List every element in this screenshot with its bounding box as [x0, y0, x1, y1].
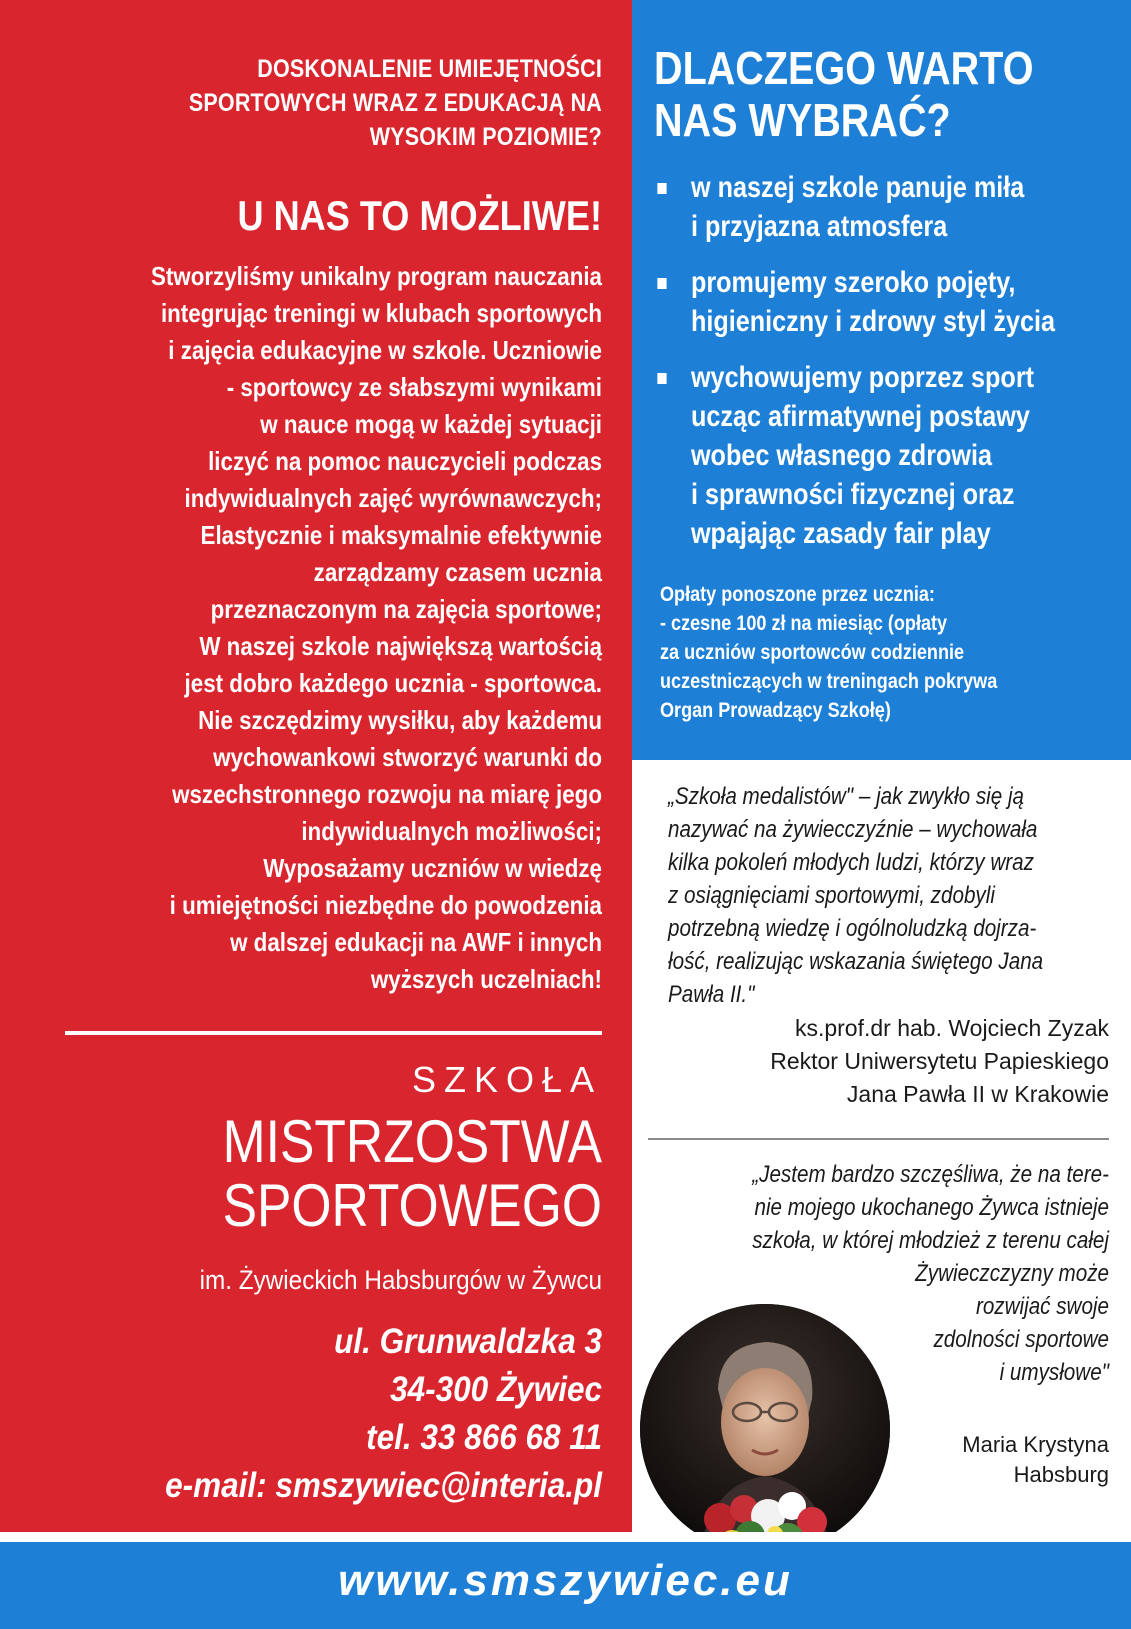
signature-line: Jana Pawła II w Krakowie [846, 1081, 1109, 1107]
bullet-line: promujemy szeroko pojęty, [690, 266, 1016, 299]
kicker-line: SPORTOWYCH WRAZ Z EDUKACJĄ NA [188, 89, 602, 117]
quote-line: „Szkoła medalistów" – jak zwykło się ją [668, 783, 1025, 810]
school-name [119, 1110, 602, 1238]
quote-line: potrzebną wiedzę i ogólnoludzką dojrza- [668, 915, 1037, 942]
footer-gap [0, 1532, 1131, 1542]
quote-line: zdolności sportowe [933, 1326, 1109, 1353]
blue-panel [632, 0, 1131, 760]
footer-bar [0, 1542, 1131, 1629]
fees-note [660, 580, 1090, 725]
body-line: indywidualnych zajęć wyrównawczych; [184, 483, 602, 513]
kicker [119, 52, 602, 154]
body-line: w nauce mogą w każdej sytuacji [260, 409, 602, 439]
kicker-line: WYSOKIM POZIOMIE? [369, 123, 602, 151]
email: e-mail: smszywiec@interia.pl [165, 1466, 602, 1505]
bullet-list [654, 168, 1124, 570]
signature-line: ks.prof.dr hab. Wojciech Zyzak [794, 1015, 1109, 1041]
body-line: - sportowcy ze słabszymi wynikami [226, 372, 602, 402]
address-street: ul. Grunwaldzka 3 [334, 1322, 602, 1361]
body-line: Elastycznie i maksymalnie efektywnie [200, 520, 602, 550]
body-line: integrując treningi w klubach sportowych [160, 298, 602, 328]
body-line: zarządzamy czasem ucznia [313, 557, 602, 587]
signature-habsburg [962, 1430, 1109, 1490]
bullet-item [654, 263, 1124, 341]
address-city: 34-300 Żywiec [390, 1370, 602, 1409]
quote-divider [648, 1138, 1109, 1140]
bullet-line: i przyjazna atmosfera [690, 210, 948, 243]
fees-line: za uczniów sportowców codziennie [660, 641, 965, 664]
website-url[interactable]: www.smszywiec.eu [338, 1556, 793, 1605]
bullet-line: wobec własnego zdrowia [690, 439, 993, 472]
signature-line: Rektor Uniwersytetu Papieskiego [770, 1048, 1109, 1074]
quote-line: kilka pokoleń młodych ludzi, którzy wraz [668, 849, 1034, 876]
quote-line: szkoła, w której młodzież z terenu całej [752, 1227, 1109, 1254]
patron: im. Żywieckich Habsburgów w Żywcu [199, 1265, 602, 1295]
bullet-item [654, 358, 1124, 553]
body-line: wszechstronnego rozwoju na miarę jego [172, 779, 602, 809]
bullet-line: i sprawności fizycznej oraz [690, 478, 1015, 511]
body-line: i umiejętności niezbędne do powodzenia [169, 890, 602, 920]
quote-line: rozwijać swoje [975, 1293, 1109, 1320]
bullet-square-icon [657, 278, 666, 289]
body-line: w dalszej edukacji na AWF i innych [230, 927, 602, 957]
bullet-line: higieniczny i zdrowy styl życia [690, 305, 1056, 338]
phone: tel. 33 866 68 11 [366, 1418, 602, 1457]
contact-block [96, 1318, 602, 1510]
fees-line: Opłaty ponoszone przez ucznia: [660, 583, 935, 606]
quote-line: łość, realizując wskazania świętego Jana [668, 948, 1044, 975]
body-line: Stworzyliśmy unikalny program nauczania [150, 261, 602, 291]
fees-line: - czesne 100 zł na miesiąc (opłaty [660, 612, 948, 635]
portrait-photo [640, 1304, 890, 1554]
fees-line: uczestniczących w treningach pokrywa [660, 670, 998, 693]
body-line: wyższych uczelniach! [370, 964, 602, 994]
fees-line: Organ Prowadzący Szkołę) [660, 699, 891, 722]
signature-rector [770, 1012, 1109, 1111]
bullet-square-icon [657, 183, 666, 194]
signature-line: Habsburg [1013, 1462, 1109, 1487]
quote-line: i umysłowe" [999, 1359, 1109, 1386]
school-name-line: SPORTOWEGO [222, 1172, 602, 1239]
quote-rector [668, 780, 1108, 1011]
body-line: indywidualnych możliwości; [301, 816, 602, 846]
portrait-illustration [640, 1304, 890, 1554]
intro-body [52, 258, 602, 998]
why-heading [654, 42, 1033, 146]
bullet-line: w naszej szkole panuje miła [690, 171, 1025, 204]
bullet-line: ucząc afirmatywnej postawy [690, 400, 1030, 433]
body-line: W naszej szkole największą wartością [199, 631, 603, 661]
kicker-line: DOSKONALENIE UMIEJĘTNOŚCI [257, 55, 602, 83]
bullet-line: wpajając zasady fair play [690, 517, 991, 550]
body-line: jest dobro każdego ucznia - sportowca. [184, 668, 602, 698]
quote-line: „Jestem bardzo szczęśliwa, że na tere- [752, 1161, 1109, 1188]
headline: U NAS TO MOŻLIWE! [237, 192, 602, 239]
quote-line: Żywieczczyzny może [915, 1260, 1109, 1287]
body-line: przeznaczonym na zajęcia sportowe; [210, 594, 602, 624]
bullet-square-icon [657, 373, 666, 384]
body-line: Wyposażamy uczniów w wiedzę [263, 853, 602, 883]
body-line: wychowankowi stworzyć warunki do [213, 742, 602, 772]
signature-line: Maria Krystyna [962, 1432, 1109, 1457]
quote-line: z osiągnięciami sportowymi, zdobyli [668, 882, 995, 909]
body-line: liczyć na pomoc nauczycieli podczas [208, 446, 603, 476]
body-line: Nie szczędzimy wysiłku, aby każdemu [198, 705, 602, 735]
why-line: NAS WYBRAĆ? [654, 94, 951, 146]
bullet-item [654, 168, 1124, 246]
school-name-line: MISTRZOSTWA [222, 1108, 603, 1175]
quote-line: Pawła II." [668, 981, 755, 1008]
divider [65, 1031, 602, 1035]
body-line: i zajęcia edukacyjne w szkole. Uczniowie [168, 335, 603, 365]
bullet-line: wychowujemy poprzez sport [690, 361, 1035, 394]
quote-line: nie mojego ukochanego Żywca istnieje [754, 1194, 1109, 1221]
school-word: SZKOŁA [411, 1059, 602, 1100]
why-line: DLACZEGO WARTO [654, 42, 1034, 94]
quote-line: nazywać na żywiecczyźnie – wychowała [668, 816, 1038, 843]
